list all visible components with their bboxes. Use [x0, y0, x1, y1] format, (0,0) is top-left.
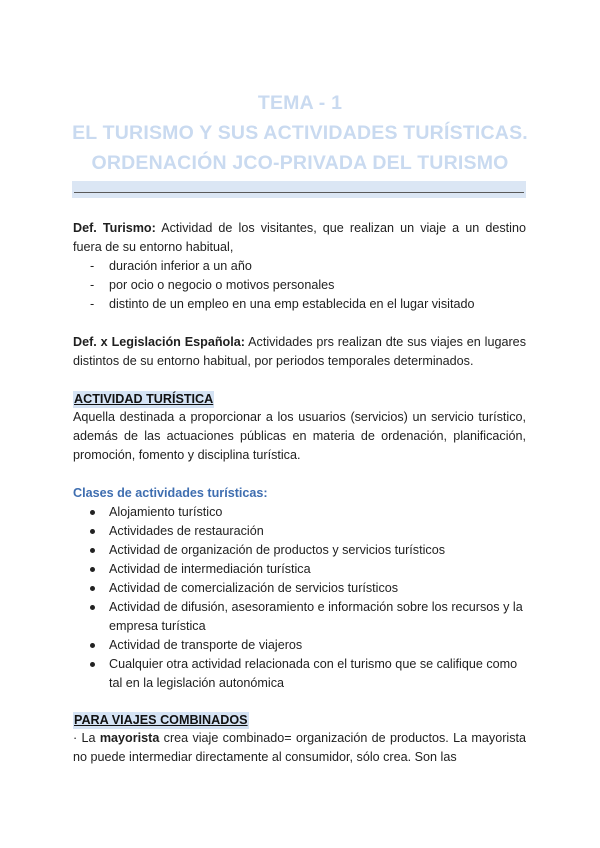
bullet-icon [90, 586, 95, 591]
def-legislacion-paragraph [73, 333, 526, 371]
dash-marker: - [90, 259, 95, 273]
def-turismo-text: Actividad de los visitantes, que realizan un viaje a un destino fuera de su entorno habitual, [73, 221, 526, 254]
actividad-turistica-heading: ACTIVIDAD TURÍSTICA [74, 392, 214, 406]
clases-list-item [73, 560, 526, 579]
title-underline-band [72, 181, 526, 198]
def-turismo-section [73, 219, 526, 314]
title-rule [74, 192, 524, 193]
mayorista-term: mayorista [99, 731, 160, 745]
clases-list-item [73, 541, 526, 560]
viajes-combinados-paragraph [73, 729, 526, 767]
def-legislacion-section [73, 333, 526, 371]
viajes-combinados-text: crea viaje combinado= organización de productos. La mayorista no puede intermediar directamente al consumidor, sólo crea. Son las [73, 731, 526, 764]
bullet-icon [90, 510, 95, 515]
clases-item-text: Actividad de organización de productos y servicios turísticos [109, 543, 445, 557]
clases-list-item [73, 636, 526, 655]
clases-list-item [73, 579, 526, 598]
def-turismo-item [73, 276, 526, 295]
title-line-1: TEMA - 1 [257, 92, 343, 114]
clases-item-text: Cualquier otra actividad relacionada con el turismo que se califique como tal en la legislación autonómica [109, 657, 518, 690]
dash-marker: - [90, 278, 95, 292]
viajes-combinados-heading: PARA VIAJES COMBINADOS [74, 713, 248, 727]
def-turismo-item [73, 295, 526, 314]
def-legislacion-text: Actividades prs realizan dte sus viajes en lugares distintos de su entorno habitual, por periodos temporales determinados. [73, 335, 526, 368]
clases-item-text: Actividad de comercialización de servicios turísticos [109, 581, 399, 595]
dash-marker: - [90, 297, 95, 311]
def-turismo-item-text: distinto de un empleo en una emp establecida en el lugar visitado [109, 297, 475, 311]
viajes-combinados-section [73, 711, 526, 767]
title-line-3: ORDENACIÓN JCO-PRIVADA DEL TURISMO [91, 152, 509, 174]
title-line-2: EL TURISMO Y SUS ACTIVIDADES TURÍSTICAS. [72, 122, 528, 144]
def-turismo-item-text: duración inferior a un año [109, 259, 252, 273]
bullet-icon [90, 529, 95, 534]
clases-list-item [73, 522, 526, 541]
clases-heading: Clases de actividades turísticas: [73, 486, 268, 500]
bullet-icon [90, 605, 95, 610]
def-turismo-item-text: por ocio o negocio o motivos personales [109, 278, 335, 292]
clases-section [73, 484, 526, 693]
def-turismo-label: Def. Turismo: [73, 221, 156, 235]
def-turismo-list [73, 257, 526, 314]
clases-item-text: Actividad de difusión, asesoramiento e información sobre los recursos y la empresa turística [109, 600, 523, 633]
bullet-icon [90, 643, 95, 648]
clases-list-item [73, 503, 526, 522]
clases-list-item [73, 655, 526, 693]
actividad-turistica-text: Aquella destinada a proporcionar a los usuarios (servicios) un servicio turístico, además de las actuaciones públicas en materia de ordenación, planificación, promoción, fomento y disciplina turística. [73, 410, 526, 462]
viajes-combinados-prefix: · La [73, 731, 100, 745]
clases-item-text: Actividad de intermediación turística [109, 562, 311, 576]
clases-list-item [73, 598, 526, 636]
bullet-icon [90, 662, 95, 667]
clases-item-text: Actividades de restauración [109, 524, 264, 538]
clases-item-text: Alojamiento turístico [109, 505, 223, 519]
bullet-icon [90, 567, 95, 572]
clases-list [73, 503, 526, 693]
actividad-turistica-section [73, 390, 526, 465]
bullet-icon [90, 548, 95, 553]
def-turismo-item [73, 257, 526, 276]
title-block [0, 88, 600, 178]
clases-item-text: Actividad de transporte de viajeros [109, 638, 303, 652]
def-legislacion-label: Def. x Legislación Española: [73, 335, 245, 349]
def-turismo-paragraph [73, 219, 526, 257]
